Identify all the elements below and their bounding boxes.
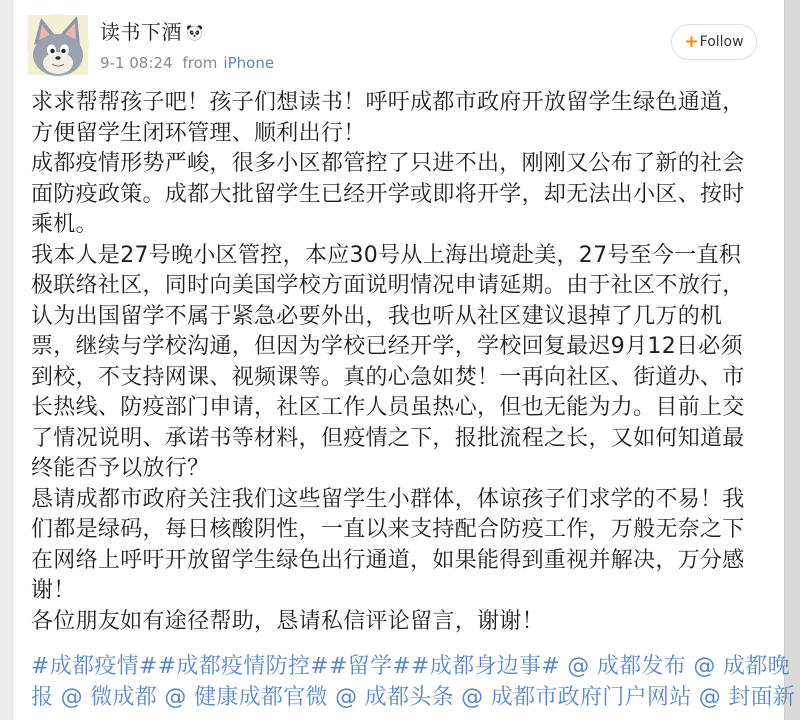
mention-link[interactable]: @ 微成都 <box>53 685 158 710</box>
hashtag-link[interactable]: #成都疫情防控# <box>157 654 329 679</box>
post-body <box>31 88 783 637</box>
panda-emoji-icon <box>186 24 203 41</box>
post-text-line: 求求帮帮孩子吧！孩子们想读书！呼吁成都市政府开放留学生绿色通道， <box>31 90 745 115</box>
post-text-line: 面防疫政策。成都大批留学生已经开学或即将开学，却无法出小区、按时 <box>31 181 745 207</box>
window-edge <box>785 0 800 720</box>
cartoon-cat-avatar-icon <box>28 15 88 75</box>
post-text-line: 恳请成都市政府关注我们这些留学生小群体，体谅孩子们求学的不易！我 <box>31 486 745 512</box>
post-text-line: 在网络上呼吁开放留学生绿色出行通道，如果能得到重视并解决，万分感 <box>31 547 745 573</box>
mention-link[interactable]: @ 封面新 <box>691 685 796 710</box>
post-text-line: 各位朋友如有途径帮助，恳请私信评论留言，谢谢！ <box>31 608 544 634</box>
post-text-line: 极联络社区，同时向美国学校方面说明情况申请延期。由于社区不放行， <box>31 273 745 298</box>
author-row <box>100 18 203 46</box>
mention-link[interactable]: @ 成都头条 <box>327 685 454 710</box>
follow-button-label: Follow <box>699 34 744 50</box>
post-text-line: 长热线、防疫部门申请，社区工作人员虽热心，但也无能为力。目前上交 <box>31 395 745 420</box>
hashtag-link[interactable]: #成都疫情# <box>31 654 158 679</box>
mention-link[interactable]: @ 成都发布 <box>560 654 687 679</box>
author-name[interactable]: 读书下酒 <box>100 20 182 44</box>
post-text-line: 我本人是27号晚小区管控，本应30号从上海出境赴美，27号至今一直积 <box>31 242 742 268</box>
post-text-line: 们都是绿码，每日核酸阴性，一直以来支持配合防疫工作，万般无奈之下 <box>31 517 745 542</box>
post-text-line: 成都疫情形势严峻，很多小区都管控了只进不出，刚刚又公布了新的社会 <box>31 151 745 176</box>
post-meta <box>100 53 274 73</box>
post-text-line: 谢！ <box>31 578 76 603</box>
avatar[interactable] <box>28 15 88 75</box>
mention-link[interactable]: @ 健康成都官微 <box>157 685 328 710</box>
post-source-link[interactable]: iPhone <box>223 54 275 72</box>
post-text-line: 乘机。 <box>31 212 98 237</box>
tag-line <box>31 682 796 713</box>
mention-link[interactable]: @ 成都晚 <box>686 654 790 679</box>
post-tags <box>31 651 796 713</box>
post-text-line: 了情况说明、承诺书等材料，但疫情之下，报批流程之长，又如何知道最 <box>31 425 745 451</box>
weibo-post-card <box>12 0 796 720</box>
post-text-line: 方便留学生闭环管理、顺利出行！ <box>31 120 366 146</box>
hashtag-link[interactable]: #成都身边事# <box>411 654 560 679</box>
post-text-line: 票，继续与学校沟通，但因为学校已经开学，学校回复最迟9月12日必须 <box>31 334 743 359</box>
hashtag-link[interactable]: #留学# <box>328 654 412 679</box>
mention-link[interactable]: 报 <box>31 685 54 710</box>
post-text-line: 到校，不支持网课、视频课等。真的心急如焚！一再向社区、街道办、市 <box>31 364 745 390</box>
mention-link[interactable]: @ 成都市政府门户网站 <box>453 685 692 710</box>
post-text-line: 终能否予以放行？ <box>31 456 210 481</box>
post-text-line: 认为出国留学不属于紧急必要外出，我也听从社区建议退掉了几万的机 <box>31 303 723 329</box>
plus-icon: + <box>684 31 699 52</box>
post-timestamp[interactable]: 9-1 08:24 <box>100 54 173 72</box>
tag-line <box>31 651 790 682</box>
follow-button[interactable] <box>671 24 757 60</box>
source-from-label: from <box>182 54 218 72</box>
